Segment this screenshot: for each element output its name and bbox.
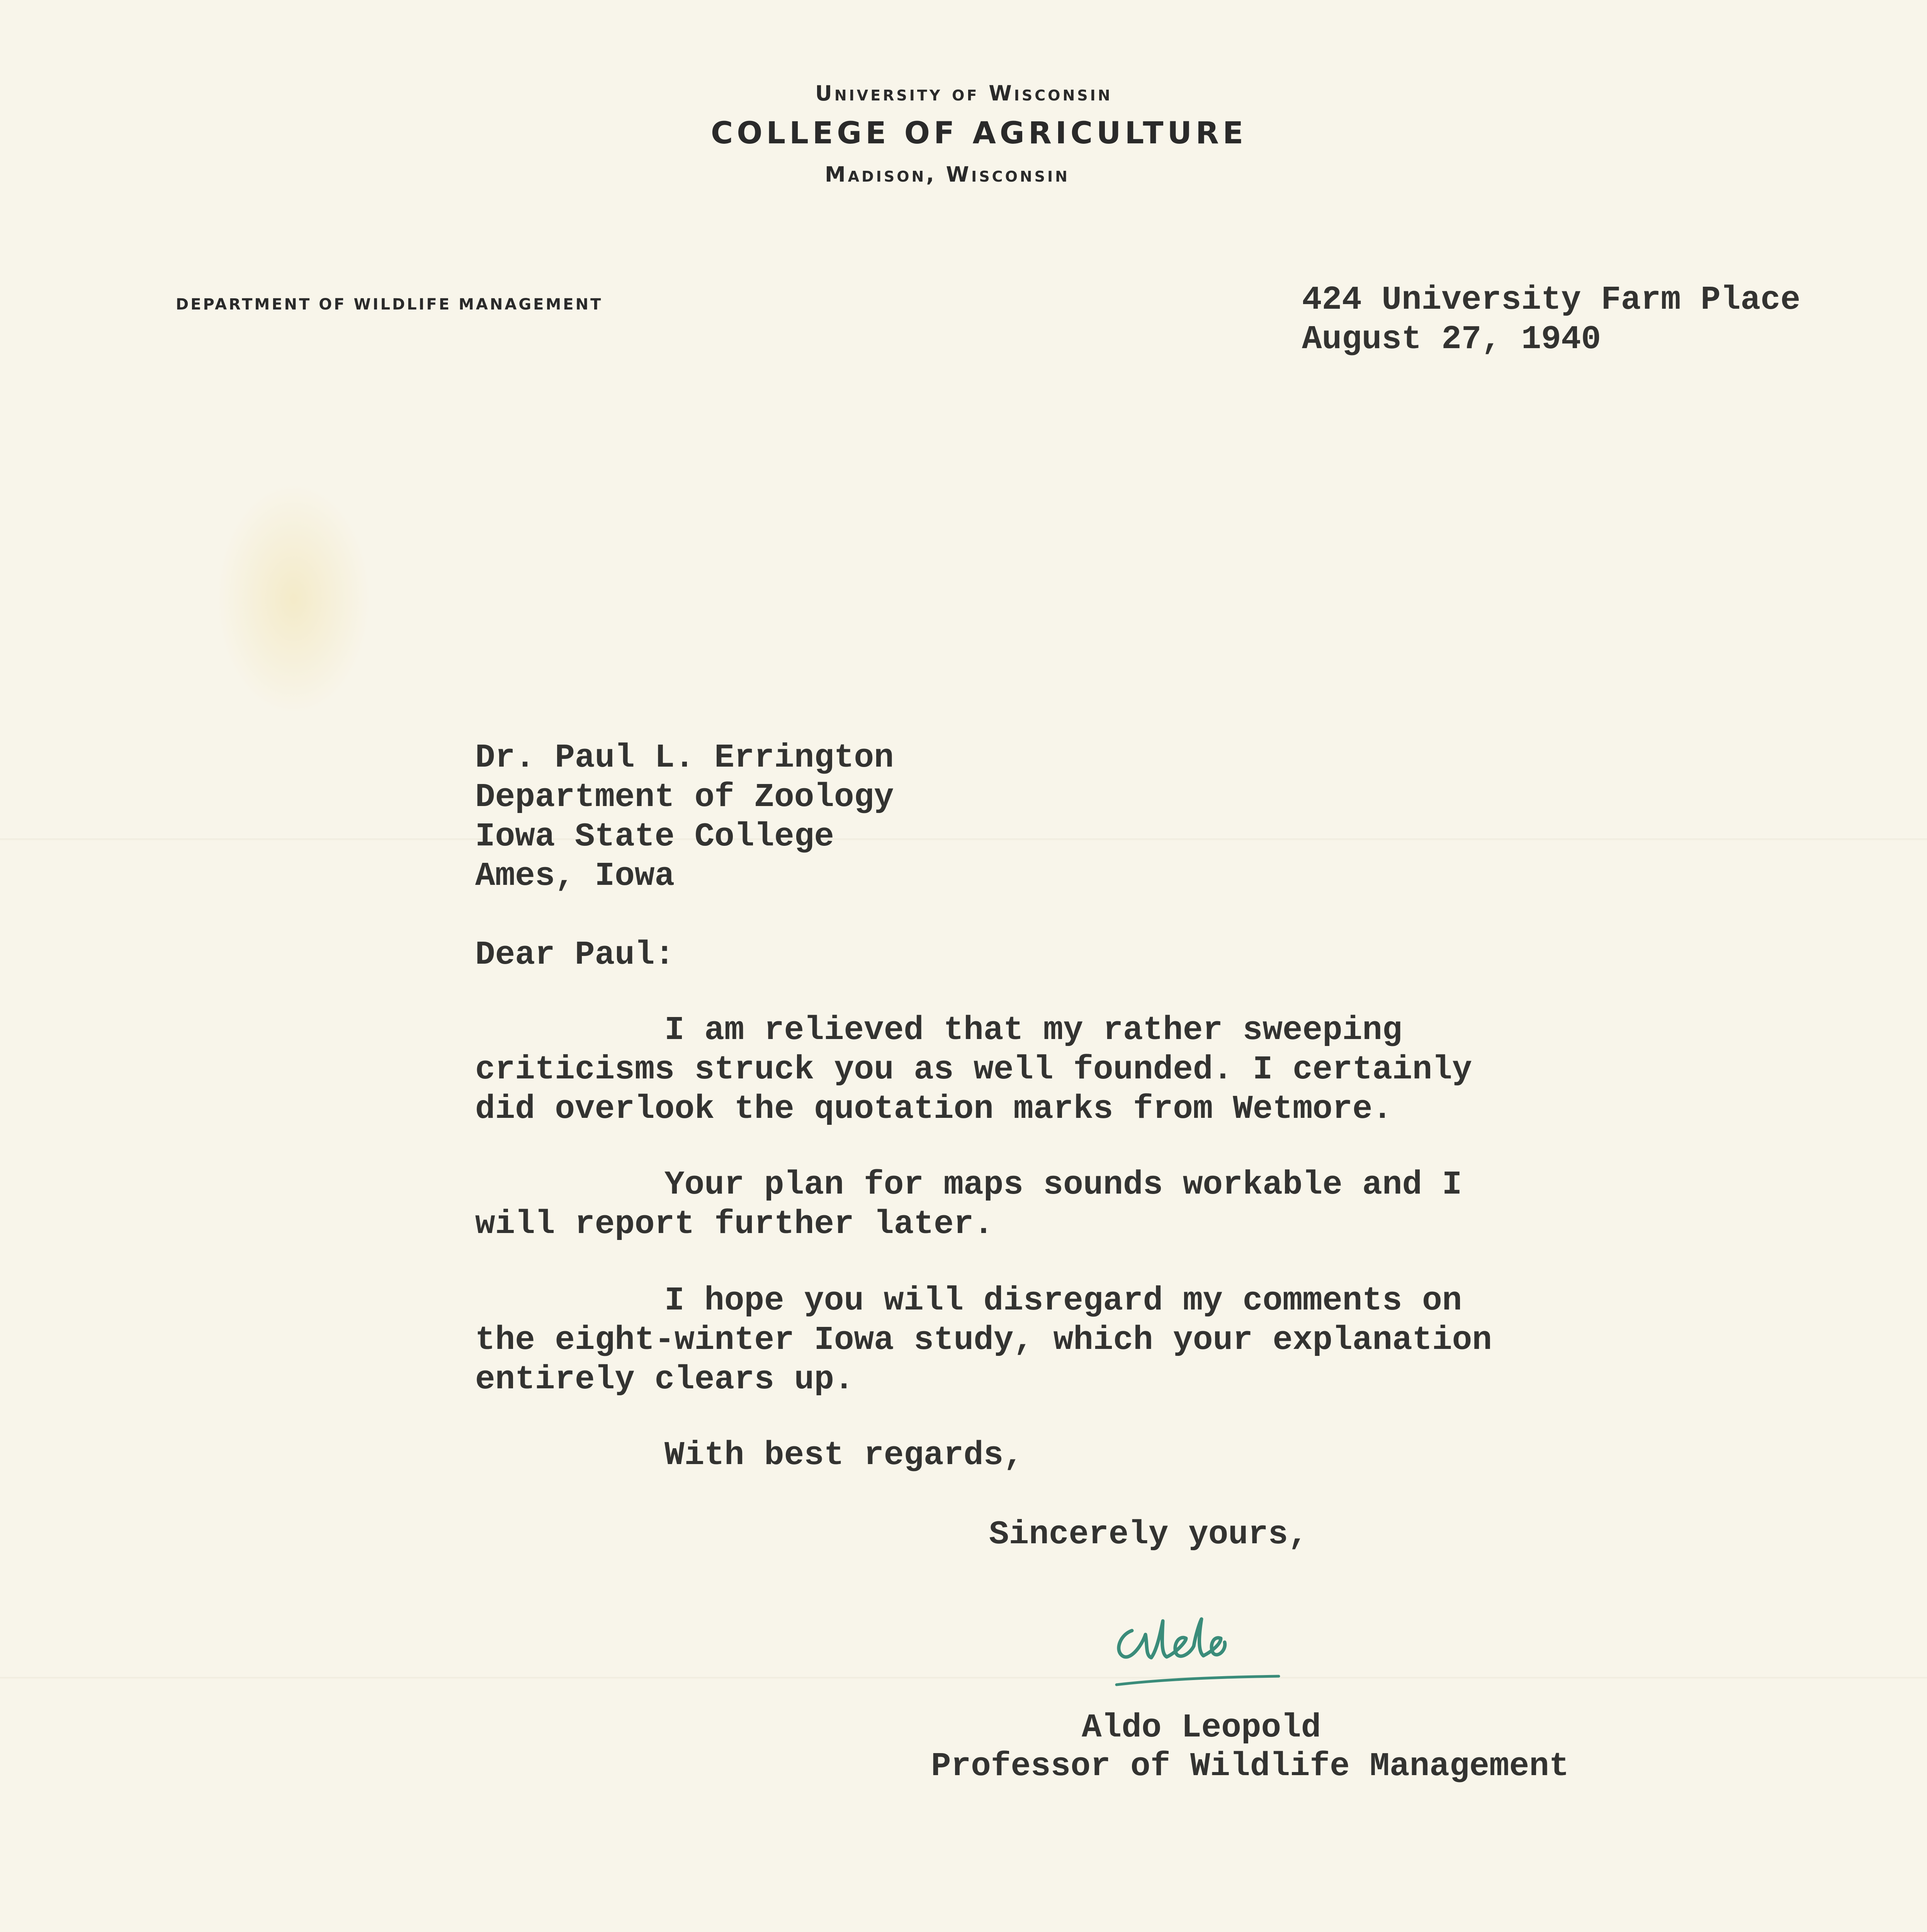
letterhead-university: University of Wisconsin — [815, 81, 1113, 105]
letterhead-college: COLLEGE OF AGRICULTURE — [711, 116, 1247, 151]
fold-line — [0, 1677, 1927, 1679]
body-paragraph-2 — [475, 1165, 1462, 1244]
recipient-city: Ames, Iowa — [475, 857, 675, 895]
body-line: did overlook the quotation marks from Wetmore. — [475, 1090, 1392, 1128]
recipient-institution: Iowa State College — [475, 818, 834, 855]
return-street: 424 University Farm Place — [1302, 281, 1801, 319]
closing-valediction: Sincerely yours, — [989, 1515, 1308, 1553]
letterhead-department: DEPARTMENT OF WILDLIFE MANAGEMENT — [176, 296, 603, 313]
recipient-department: Department of Zoology — [475, 778, 894, 816]
recipient-address — [475, 738, 894, 896]
signer-title: Professor of Wildlife Management — [931, 1747, 1569, 1785]
body-line: criticisms struck you as well founded. I certainly — [475, 1051, 1472, 1088]
paper-stain — [216, 483, 371, 715]
letter-date: August 27, 1940 — [1302, 320, 1601, 358]
handwritten-signature — [1109, 1607, 1286, 1700]
closing-regards: With best regards, — [664, 1436, 1023, 1474]
body-paragraph-3 — [475, 1281, 1492, 1399]
body-paragraph-1 — [475, 1010, 1472, 1129]
letterhead-location: Madison, Wisconsin — [825, 162, 1070, 187]
body-line: will report further later. — [475, 1205, 994, 1243]
recipient-name: Dr. Paul L. Errington — [475, 739, 894, 777]
fold-line — [0, 838, 1927, 841]
signer-name: Aldo Leopold — [1082, 1709, 1321, 1747]
salutation: Dear Paul: — [475, 936, 675, 974]
return-address — [1302, 280, 1800, 359]
body-line: entirely clears up. — [475, 1361, 854, 1398]
body-line: I hope you will disregard my comments on — [664, 1282, 1462, 1320]
body-line: Your plan for maps sounds workable and I — [664, 1166, 1462, 1204]
body-line: I am relieved that my rather sweeping — [664, 1011, 1402, 1049]
body-line: the eight-winter Iowa study, which your explanation — [475, 1321, 1492, 1359]
